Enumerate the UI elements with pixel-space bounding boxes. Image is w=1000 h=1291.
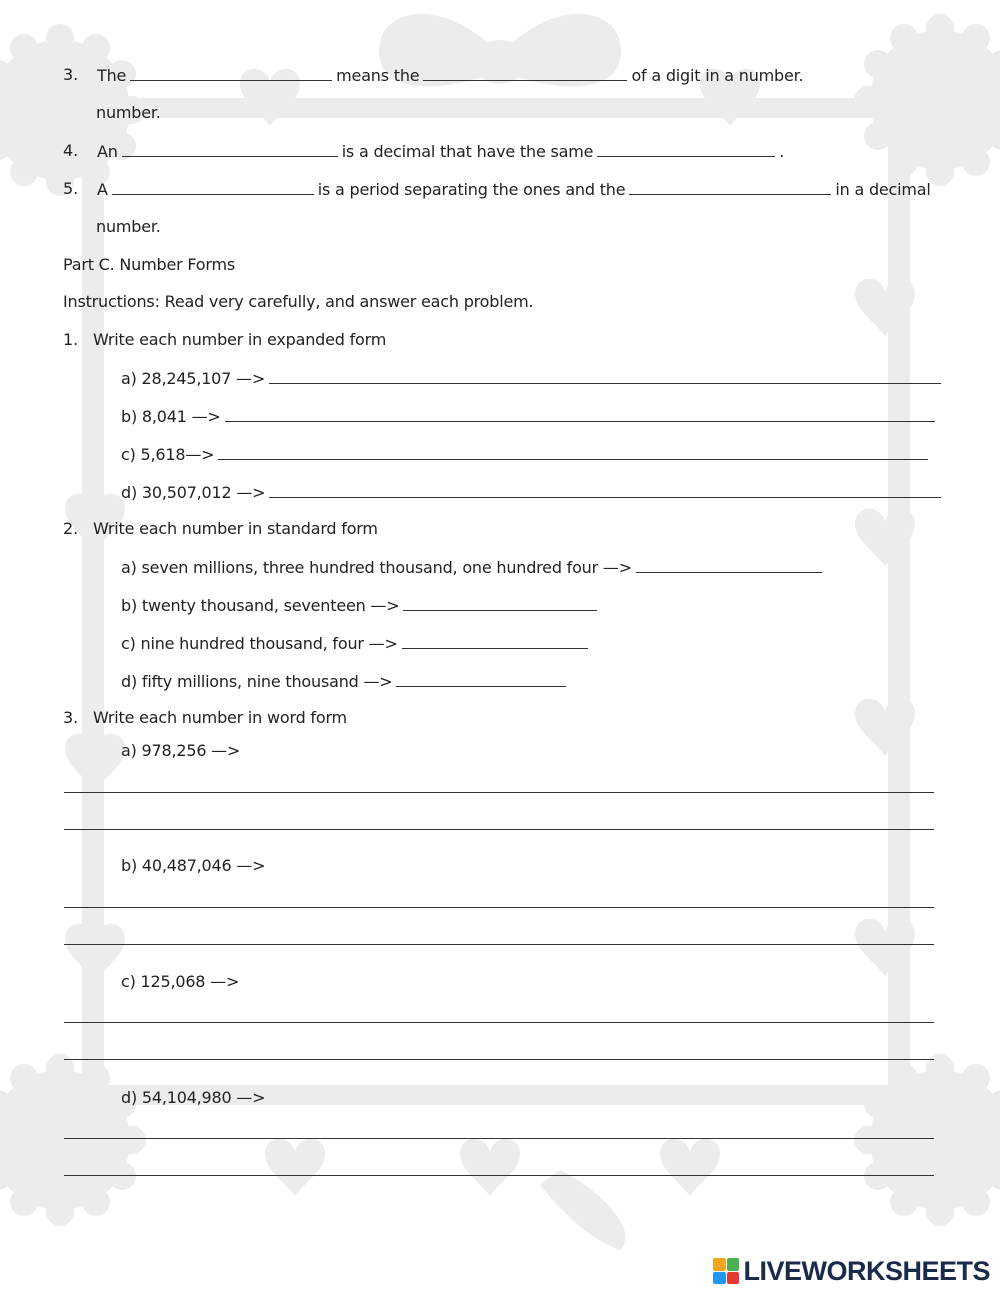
- fill-in-sentence-4: [97, 141, 784, 162]
- standard-form-item: [121, 557, 826, 578]
- expanded-form-item: [121, 444, 932, 465]
- answer-blank[interactable]: [396, 671, 566, 687]
- sentence-continuation: number.: [96, 103, 161, 122]
- word-form-item: a) 978,256 —>: [121, 741, 241, 760]
- answer-line[interactable]: [64, 829, 934, 830]
- sentence-text: of a digit in a number.: [631, 66, 804, 85]
- answer-blank[interactable]: [403, 595, 597, 611]
- word-form-item: c) 125,068 —>: [121, 972, 240, 991]
- item-prompt: a) seven millions, three hundred thousand, one hundred four —>: [121, 558, 632, 577]
- item-prompt: c) nine hundred thousand, four —>: [121, 634, 398, 653]
- answer-blank[interactable]: [402, 633, 588, 649]
- expanded-form-item: [121, 482, 945, 503]
- brand-name: LIVEWORKSHEETS: [743, 1255, 990, 1286]
- expanded-form-item: [121, 368, 945, 389]
- answer-blank[interactable]: [218, 444, 928, 460]
- question-label: Write each number in expanded form: [93, 330, 387, 349]
- item-prompt: d) fifty millions, nine thousand —>: [121, 672, 393, 691]
- answer-blank[interactable]: [636, 557, 822, 573]
- question-number: 1.: [63, 330, 79, 349]
- answer-line[interactable]: [64, 944, 934, 945]
- brand-tile: [727, 1272, 740, 1285]
- brand-tile: [727, 1258, 740, 1271]
- answer-blank[interactable]: [225, 406, 935, 422]
- answer-blank[interactable]: [130, 65, 332, 81]
- sentence-text: is a period separating the ones and the: [317, 180, 626, 199]
- section-title: Part C. Number Forms: [63, 255, 236, 274]
- item-prompt: b) 8,041 —>: [121, 407, 221, 426]
- item-prompt: d) 30,507,012 —>: [121, 483, 266, 502]
- sentence-text: A: [97, 180, 108, 199]
- question-label: Write each number in standard form: [93, 519, 378, 538]
- question-number: 2.: [63, 519, 79, 538]
- item-number: 3.: [63, 65, 79, 84]
- sentence-continuation: number.: [96, 217, 161, 236]
- item-number: 4.: [63, 141, 79, 160]
- standard-form-item: [121, 671, 570, 692]
- sentence-text: .: [779, 142, 785, 161]
- answer-line[interactable]: [64, 1138, 934, 1139]
- instructions: Instructions: Read very carefully, and answer each problem.: [63, 292, 534, 311]
- answer-line[interactable]: [64, 792, 934, 793]
- brand-mark-icon: [713, 1258, 739, 1284]
- fill-in-sentence-5: [97, 179, 931, 200]
- word-form-item: b) 40,487,046 —>: [121, 856, 266, 875]
- answer-blank[interactable]: [269, 482, 941, 498]
- question-number: 3.: [63, 708, 79, 727]
- sentence-text: in a decimal: [835, 180, 931, 199]
- sentence-text: An: [97, 142, 118, 161]
- standard-form-item: [121, 595, 601, 616]
- word-form-item: d) 54,104,980 —>: [121, 1088, 266, 1107]
- sentence-text: The: [97, 66, 127, 85]
- answer-blank[interactable]: [269, 368, 941, 384]
- answer-blank[interactable]: [423, 65, 627, 81]
- answer-blank[interactable]: [122, 141, 338, 157]
- question-label: Write each number in word form: [93, 708, 347, 727]
- answer-line[interactable]: [64, 1175, 934, 1176]
- answer-line[interactable]: [64, 1059, 934, 1060]
- answer-blank[interactable]: [629, 179, 831, 195]
- item-prompt: a) 28,245,107 —>: [121, 369, 266, 388]
- standard-form-item: [121, 633, 592, 654]
- answer-blank[interactable]: [112, 179, 314, 195]
- answer-blank[interactable]: [597, 141, 775, 157]
- sentence-text: means the: [336, 66, 420, 85]
- answer-line[interactable]: [64, 1022, 934, 1023]
- sentence-text: is a decimal that have the same: [341, 142, 594, 161]
- brand-tile: [713, 1272, 726, 1285]
- liveworksheets-logo[interactable]: [713, 1255, 990, 1287]
- item-number: 5.: [63, 179, 79, 198]
- fill-in-sentence-3: [97, 65, 803, 86]
- answer-line[interactable]: [64, 907, 934, 908]
- expanded-form-item: [121, 406, 939, 427]
- item-prompt: b) twenty thousand, seventeen —>: [121, 596, 400, 615]
- brand-tile: [713, 1258, 726, 1271]
- item-prompt: c) 5,618—>: [121, 445, 215, 464]
